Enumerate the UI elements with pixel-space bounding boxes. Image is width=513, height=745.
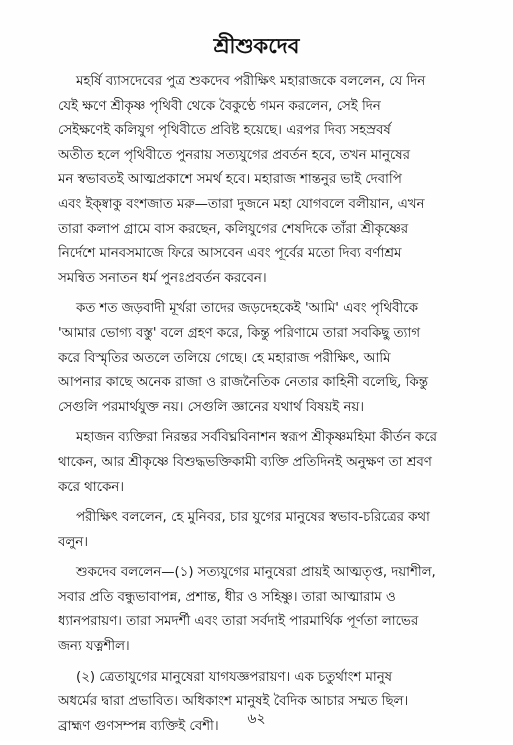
paragraph-5 xyxy=(58,561,478,659)
page-number: ৬২ xyxy=(247,711,266,727)
text-line: করে থাকেন। xyxy=(58,479,124,495)
text-line: মহর্ষি ব্যাসদেবের পুত্র শুকদেব পরীক্ষিৎ মহারাজকে বললেন, যে দিন xyxy=(76,74,426,89)
paragraph-3 xyxy=(58,426,478,500)
text-line: সেগুলি পরমার্থযুক্ত নয়। সেগুলি জ্ঞানের যথার্থ বিষয়ই নয়। xyxy=(58,399,364,415)
text-line: (২) ত্রেতাযুগের মানুষেরা যাগযজ্ঞপরায়ণ। এক চতুর্থাংশ মানুষ xyxy=(76,669,393,685)
text-line: যেই ক্ষণে শ্রীকৃষ্ণ পৃথিবী থেকে বৈকুণ্ঠে গমন করলেন, সেই দিন xyxy=(58,98,381,114)
paragraph-1 xyxy=(58,70,478,291)
paragraph-4 xyxy=(58,506,478,555)
text-line: মন স্বভাবতই আত্মপ্রকাশে সমর্থ হবে। মহারাজ শান্তনুর ভাই দেবাপি xyxy=(58,172,402,188)
text-line: পরীক্ষিৎ বললেন, হে মুনিবর, চার যুগের মানুষের স্বভাব-চরিত্রের কথা xyxy=(76,510,430,526)
text-line: ধ্যানপরায়ণ। তারা সমদর্শী এবং তারা সর্বদাই পারমার্থিক পূর্ণতা লাভের xyxy=(58,614,419,630)
text-line: থাকেন, আর শ্রীকৃষ্ণে বিশুদ্ধভক্তিকামী ব্যক্তি প্রতিদিনই অনুক্ষণ তা শ্রবণ xyxy=(58,454,432,470)
text-line: তারা কলাপ গ্রামে বাস করছেন, কলিযুগের শেষদিকে তাঁরা শ্রীকৃষ্ণের xyxy=(58,221,409,237)
text-line: মহাজন ব্যক্তিরা নিরন্তর সর্ববিঘ্নবিনাশন স্বরূপ শ্রীকৃষ্ণমহিমা কীর্তন করে xyxy=(76,430,437,446)
page-title: শ্রীশুকদেব xyxy=(213,33,300,58)
text-line: অতীত হলে পৃথিবীতে পুনরায় সত্যযুগের প্রবর্তন হবে, তখন মানুষের xyxy=(58,147,410,163)
text-line: আপনার কাছে অনেক রাজা ও রাজনৈতিক নেতার কাহিনী বলেছি, কিন্তু xyxy=(58,375,428,391)
text-line: সমন্বিত সনাতন ধর্ম পুনঃপ্রবর্তন করবেন। xyxy=(58,270,267,286)
text-line: করে বিস্মৃতির অতলে তলিয়ে গেছে। হে মহারাজ পরীক্ষিৎ, আমি xyxy=(58,350,391,366)
text-line: নির্দেশে মানবসমাজে ফিরে আসবেন এবং পূর্বের মতো দিব্য বর্ণাশ্রম xyxy=(58,246,402,262)
text-line: সেইক্ষণেই কলিযুগ পৃথিবীতে প্রবিষ্ট হয়েছে। এরপর দিব্য সহস্রবর্ষ xyxy=(58,123,391,139)
text-line: সবার প্রতি বন্ধুভাবাপন্ন, প্রশান্ত, ধীর ও সহিষ্ণু। তারা আত্মারাম ও xyxy=(58,589,396,605)
body-text xyxy=(58,70,478,745)
text-line: ব্রাহ্মণ গুণসম্পন্ন ব্যক্তিই বেশী। xyxy=(58,718,219,734)
paragraph-2 xyxy=(58,297,478,420)
text-line: জন্য যত্নশীল। xyxy=(58,639,130,655)
text-line: শুকদেব বললেন—(১) সত্যযুগের মানুষেরা প্রায়ই আত্মতৃপ্ত, দয়াশীল, xyxy=(76,565,436,581)
text-line: কত শত জড়বাদী মূর্খরা তাদের জড়দেহকেই 'আমি' এবং পৃথিবীকে xyxy=(76,301,418,317)
text-line: অধর্মের দ্বারা প্রভাবিত। অধিকাংশ মানুষই বৈদিক আচার সম্মত ছিল। xyxy=(58,694,409,710)
text-line: 'আমার ভোগ্য বস্তু' বলে গ্রহণ করে, কিন্তু পরিণামে তারা সবকিছু ত্যাগ xyxy=(58,325,420,341)
text-line: এবং ইক্ষ্বাকু বংশজাত মরু—তারা দুজনে মহা যোগবলে বলীয়ান, এখন xyxy=(58,196,425,212)
text-line: বলুন। xyxy=(58,534,88,550)
